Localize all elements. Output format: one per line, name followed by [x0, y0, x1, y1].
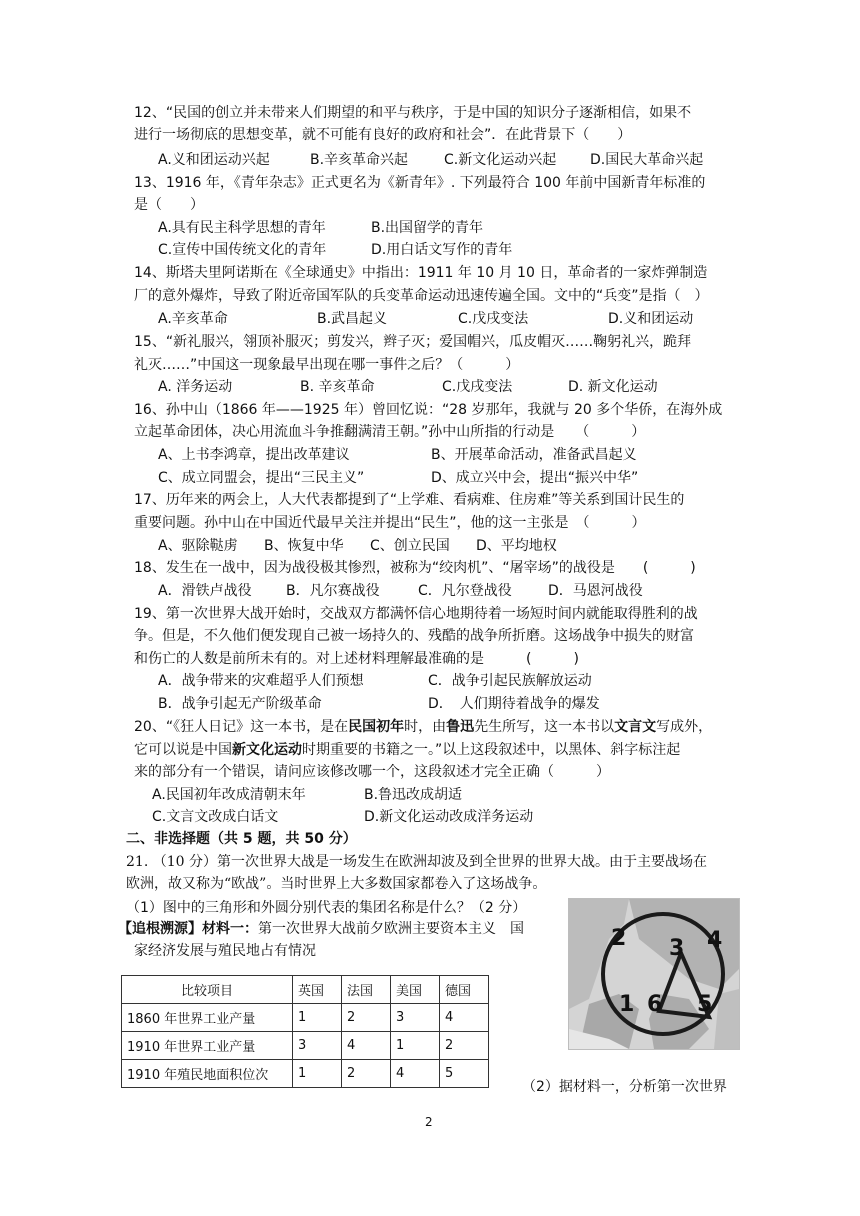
q15-option-c: C.戊戌变法 — [442, 379, 513, 395]
table-cell: 4 — [391, 1060, 440, 1088]
q19-stem-line3: 和伤亡的人数是前所未有的。对上述材料理解最准确的是 ( ) — [134, 651, 579, 667]
q15-stem-line1: 15、“新礼服兴，翎顶补服灭；剪发兴，辫子灭；爱国帽兴，瓜皮帽灭……鞠躬礼兴，跪拜 — [134, 334, 692, 350]
q18-option-b: B．凡尔赛战役 — [286, 583, 380, 599]
q19-stem-line2: 争。但是，不久他们便发现自己被一场持久的、残酷的战争所折磨。这场战争中损失的财富 — [134, 628, 694, 644]
q16-option-c: C、成立同盟会，提出“三民主义” — [158, 470, 365, 486]
q20-stem-line2 — [134, 739, 680, 761]
q19-option-d: D． 人们期待着战争的爆发 — [428, 696, 600, 712]
q12-stem-line1: 12、“民国的创立并未带来人们期望的和平与秩序，于是中国的知识分子逐渐相信，如果不 — [134, 105, 692, 121]
map-graphic — [569, 899, 739, 1049]
material-title: 材料一： — [202, 921, 258, 937]
table-cell: 4 — [440, 1004, 489, 1032]
q17-option-b: B、恢复中华 — [264, 538, 344, 554]
table-header-cell: 法国 — [342, 976, 391, 1004]
table-cell: 2 — [342, 1060, 391, 1088]
map-label-5: 5 — [697, 992, 713, 1017]
q20-stem-line1 — [134, 716, 712, 738]
q18-option-c: C．凡尔登战役 — [418, 583, 512, 599]
q13-stem-line1: 13、1916 年，《青年杂志》正式更名为《新青年》. 下列最符合 100 年前中国新青年标准的 — [134, 175, 706, 191]
q20-text: 先生所写，这一本书以 — [474, 719, 615, 735]
q13-stem-line2: 是（ ） — [134, 197, 204, 213]
table-cell: 1860 年世界工业产量 — [122, 1004, 293, 1032]
q16-stem-line1: 16、孙中山（1866 年——1925 年）曾回忆说：“28 岁那年，我就与 20 多个华侨，在海外成 — [134, 402, 723, 418]
q13-option-b: B.出国留学的青年 — [371, 220, 484, 236]
q20-text: 时期重要的书籍之一。”以上这段叙述中，以黑体、斜字标注起 — [302, 742, 681, 758]
table-cell: 1910 年世界工业产量 — [122, 1032, 293, 1060]
q12-option-a: A.义和团运动兴起 — [158, 152, 270, 168]
q16-option-b: B、开展革命活动，准备武昌起义 — [431, 447, 637, 463]
q20-option-a: A.民国初年改成清朝末年 — [152, 787, 306, 803]
table-row — [122, 1004, 489, 1032]
table-cell: 1 — [293, 1004, 342, 1032]
economy-colony-table — [121, 975, 489, 1088]
table-cell: 2 — [342, 1004, 391, 1032]
page-number: 2 — [425, 1115, 433, 1129]
q14-option-a: A.辛亥革命 — [158, 311, 228, 327]
q14-stem-line1: 14、斯塔夫里阿诺斯在《全球通史》中指出：1911 年 10 月 10 日，革命者的一家炸弹制造 — [134, 265, 708, 281]
section-heading: 二、非选择题（共 5 题，共 50 分） — [126, 831, 357, 847]
map-label-4: 4 — [707, 928, 723, 953]
table-cell: 1 — [293, 1060, 342, 1088]
q19-option-b: B．战争引起无产阶级革命 — [158, 696, 322, 712]
q15-option-b: B. 辛亥革命 — [300, 379, 375, 395]
q19-stem-line1: 19、第一次世界大战开始时，交战双方都满怀信心地期待着一场短时间内就能取得胜利的战 — [134, 606, 698, 622]
material-tag: 【追根溯源】 — [118, 921, 202, 937]
q19-option-c: C．战争引起民族解放运动 — [428, 673, 592, 689]
q12-option-d: D.国民大革命兴起 — [590, 152, 704, 168]
q17-option-c: C、创立民国 — [370, 538, 450, 554]
q16-option-a: A、上书李鸿章，提出改革建议 — [158, 447, 350, 463]
q20-bold-term: 新文化运动 — [232, 742, 302, 758]
map-label-6: 6 — [647, 992, 663, 1017]
q20-option-c: C.文言文改成白话文 — [152, 809, 279, 825]
q20-bold-term: 鲁迅 — [446, 719, 475, 735]
table-cell: 1910 年殖民地面积位次 — [122, 1060, 293, 1088]
table-header-cell: 英国 — [293, 976, 342, 1004]
q12-stem-line2: 进行一场彻底的思想变革，就不可能有良好的政府和社会”．在此背景下（ ） — [134, 127, 632, 143]
q19-option-a: A．战争带来的灾难超乎人们预想 — [158, 673, 364, 689]
q14-option-c: C.戊戌变法 — [458, 311, 529, 327]
q13-option-a: A.具有民主科学思想的青年 — [158, 220, 326, 236]
map-label-3: 3 — [669, 936, 685, 961]
table-cell: 1 — [391, 1032, 440, 1060]
table-row — [122, 1032, 489, 1060]
q21-sub2: （2）据材料一，分析第一次世界 — [522, 1079, 727, 1095]
q18-option-d: D．马恩河战役 — [548, 583, 643, 599]
q16-stem-line2: 立起革命团体，决心用流血斗争推翻满清王朝。”孙中山所指的行动是 （ ） — [134, 424, 646, 440]
q12-option-c: C.新文化运动兴起 — [444, 152, 557, 168]
material-text: 第一次世界大战前夕欧洲主要资本主义 国 — [258, 921, 524, 937]
q17-stem-line2: 重要问题。孙中山在中国近代最早关注并提出“民生”，他的这一主张是 （ ） — [134, 515, 646, 531]
table-cell: 2 — [440, 1032, 489, 1060]
table-cell: 3 — [293, 1032, 342, 1060]
q20-option-b: B.鲁迅改成胡适 — [364, 787, 463, 803]
table-header-cell: 美国 — [391, 976, 440, 1004]
q15-option-a: A. 洋务运动 — [158, 379, 233, 395]
q15-option-d: D. 新文化运动 — [568, 379, 658, 395]
q21-material-line2: 家经济发展与殖民地占有情况 — [134, 943, 316, 959]
q20-bold-term: 文言文 — [614, 719, 657, 735]
q20-text: 时，由 — [404, 719, 447, 735]
q18-option-a: A．滑铁卢战役 — [158, 583, 252, 599]
q20-text: 写成外， — [656, 719, 713, 735]
map-label-2: 2 — [611, 926, 627, 951]
q16-option-d: D、成立兴中会，提出“振兴中华” — [431, 470, 639, 486]
q20-text: 20、“《狂人日记》这一本书，是在 — [134, 719, 349, 735]
q21-material-line1 — [118, 918, 524, 940]
q14-option-b: B.武昌起义 — [317, 311, 388, 327]
q13-option-c: C.宣传中国传统文化的青年 — [158, 242, 327, 258]
q20-stem-line3: 来的部分有一个错误，请问应该修改哪一个，这段叙述才完全正确（ ） — [134, 764, 610, 780]
table-cell: 3 — [391, 1004, 440, 1032]
q20-option-d: D.新文化运动改成洋务运动 — [364, 809, 534, 825]
q17-option-a: A、驱除鞑虏 — [158, 538, 238, 554]
map-label-1: 1 — [619, 992, 635, 1017]
q21-sub1: （1）图中的三角形和外圆分别代表的集团名称是什么？（2 分） — [126, 900, 527, 916]
q21-stem-line2: 欧洲，故又称为“欧战”。当时世界上大多数国家都卷入了这场战争。 — [126, 876, 547, 892]
europe-alliance-map — [568, 898, 740, 1050]
q13-option-d: D.用白话文写作的青年 — [371, 242, 513, 258]
q20-text: 它可以说是中国 — [134, 742, 232, 758]
q14-stem-line2: 厂的意外爆炸，导致了附近帝国军队的兵变革命运动迅速传遍全国。文中的“兵变”是指（ ） — [134, 288, 709, 304]
q17-option-d: D、平均地权 — [476, 538, 557, 554]
q17-stem-line1: 17、历年来的两会上，人大代表都提到了“上学难、看病难、住房难”等关系到国计民生的 — [134, 492, 685, 508]
q21-stem-line1: 21. （10 分）第一次世界大战是一场发生在欧洲却波及到全世界的世界大战。由于主要战场在 — [126, 854, 707, 870]
table-row — [122, 1060, 489, 1088]
q12-option-b: B.辛亥革命兴起 — [310, 152, 409, 168]
table-header-cell: 德国 — [440, 976, 489, 1004]
table-cell: 5 — [440, 1060, 489, 1088]
table-header-row — [122, 976, 489, 1004]
q20-bold-term: 民国初年 — [348, 719, 405, 735]
q15-stem-line2: 礼灭……”中国这一现象最早出现在哪一事件之后？（ ） — [134, 357, 520, 373]
table-header-cell: 比较项目 — [122, 976, 293, 1004]
q14-option-d: D.义和团运动 — [608, 311, 694, 327]
q18-stem-line1: 18、发生在一战中，因为战役极其惨烈，被称为“绞肉机”、“屠宰场”的战役是 ( ) — [134, 560, 696, 576]
table-cell: 4 — [342, 1032, 391, 1060]
